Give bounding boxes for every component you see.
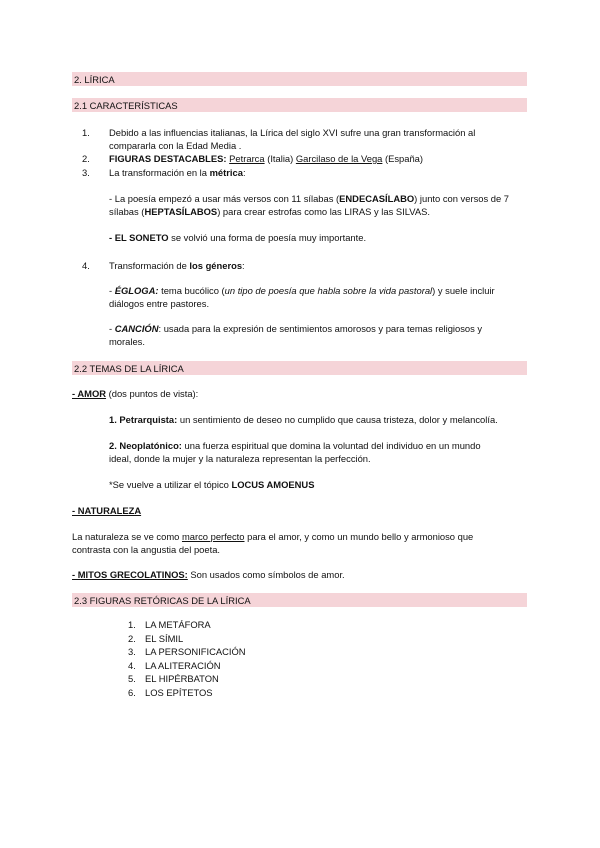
list-number: 3.: [128, 646, 136, 657]
list-number: 4.: [82, 260, 90, 271]
list-number: 1.: [82, 127, 90, 138]
heading-caracteristicas: 2.1 CARACTERÍSTICAS: [72, 98, 527, 112]
heading-temas: 2.2 TEMAS DE LA LÍRICA: [72, 361, 527, 375]
heading-lirica: 2. LÍRICA: [72, 72, 527, 86]
list-item: LA PERSONIFICACIÓN: [145, 646, 246, 657]
paragraph: *Se vuelve a utilizar el tópico LOCUS AMOENUS: [109, 479, 315, 490]
paragraph: - EL SONETO se volvió una forma de poesía muy importante.: [109, 232, 367, 243]
section-amor: - AMOR (dos puntos de vista):: [72, 388, 199, 399]
list-item: LA ALITERACIÓN: [145, 659, 221, 671]
list-number: 5.: [128, 673, 136, 684]
heading-figuras: 2.3 FIGURAS RETÓRICAS DE LA LÍRICA: [72, 593, 527, 607]
list-number: 1.: [128, 619, 136, 630]
list-number: 6.: [128, 686, 136, 698]
list-item: EL HIPÉRBATON: [145, 673, 219, 684]
paragraph: 1. Petrarquista: un sentimiento de deseo no cumplido que causa tristeza, dolor y melancolía.: [109, 414, 498, 425]
paragraph: La naturaleza se ve como marco perfecto para el amor, y como un mundo bello y armonioso que contrasta con la angustia del poeta.: [72, 531, 474, 555]
list-number: 2.: [128, 632, 136, 644]
section-mitos: - MITOS GRECOLATINOS: Son usados como símbolos de amor.: [72, 569, 345, 580]
list-item: EL SÍMIL: [145, 632, 184, 644]
section-naturaleza: - NATURALEZA: [72, 505, 142, 516]
list-item: Debido a las influencias italianas, la Lírica del siglo XVI sufre una gran transformación al compararla con la Edad Media .: [109, 127, 476, 151]
list-number: 2.: [82, 153, 90, 164]
paragraph: - CANCIÓN: usada para la expresión de sentimientos amorosos y para temas religiosos y morales.: [109, 323, 483, 347]
list-item: La transformación en la métrica:: [109, 167, 246, 178]
paragraph: - La poesía empezó a usar más versos con 11 sílabas (ENDECASÍLABO) junto con versos de 7 sílabas (HEPTASÍLABOS) para crear estrofas como las LIRAS y las SILVAS.: [109, 193, 510, 217]
list-item: Transformación de los géneros:: [109, 260, 245, 271]
list-item: FIGURAS DESTACABLES: Petrarca (Italia) Garcilaso de la Vega (España): [109, 153, 424, 164]
paragraph: 2. Neoplatónico: una fuerza espiritual que domina la voluntad del individuo en un mundo ideal, donde la mujer y la naturaleza representan la perfección.: [109, 440, 481, 464]
list-number: 3.: [82, 167, 90, 178]
list-item: LA METÁFORA: [145, 619, 211, 630]
list-number: 4.: [128, 659, 136, 671]
paragraph: - ÉGLOGA: tema bucólico (un tipo de poesía que habla sobre la vida pastoral) y suele incluir diálogos entre pastores.: [109, 285, 495, 309]
list-item: LOS EPÍTETOS: [145, 686, 213, 698]
